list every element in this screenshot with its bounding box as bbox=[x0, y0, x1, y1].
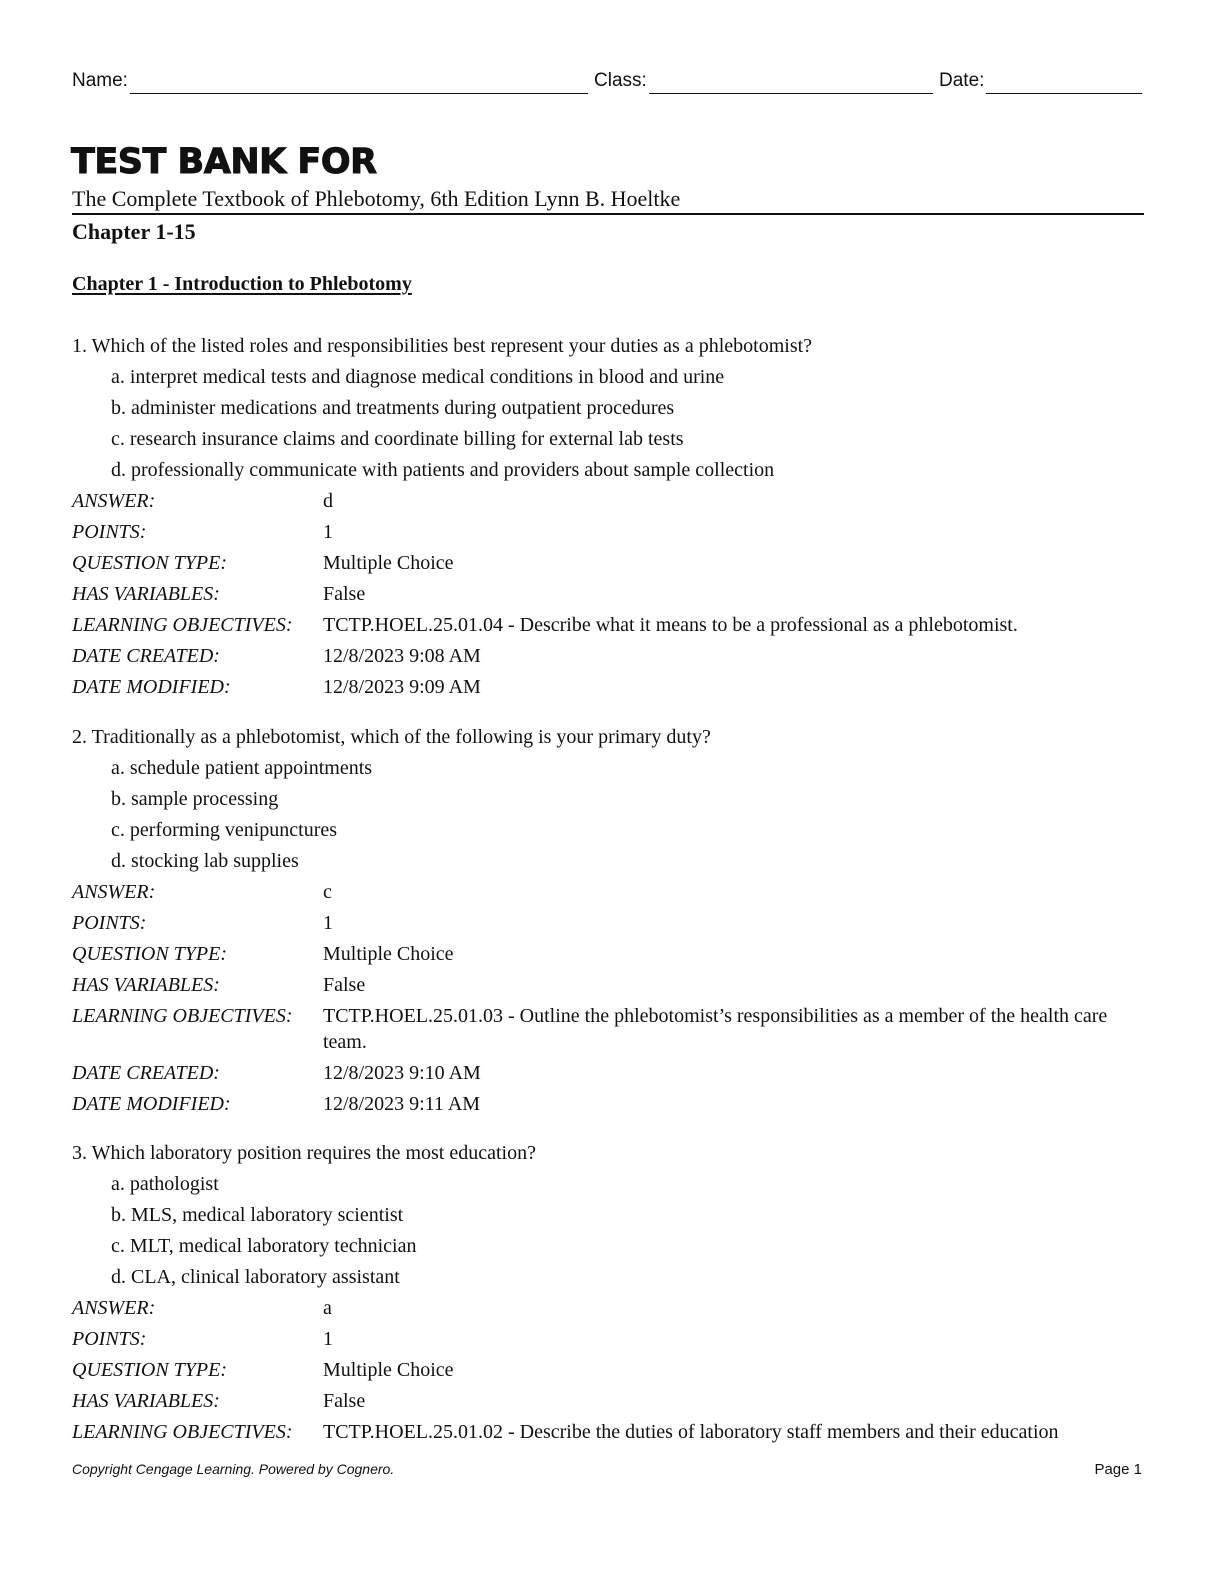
question-2 bbox=[72, 722, 1144, 1120]
date-modified-label: DATE MODIFIED: bbox=[72, 676, 231, 698]
answer-options bbox=[72, 1169, 1144, 1293]
title-divider bbox=[72, 213, 1144, 215]
date-label: Date: bbox=[939, 70, 985, 91]
question-type-value: Multiple Choice bbox=[323, 943, 454, 965]
date-blank[interactable] bbox=[986, 93, 1142, 94]
has-variables-row bbox=[72, 579, 1144, 610]
question-type-value: Multiple Choice bbox=[323, 1359, 454, 1381]
option-c: c. performing venipunctures bbox=[111, 819, 338, 841]
date-created-value: 12/8/2023 9:08 AM bbox=[323, 645, 481, 667]
student-info-line bbox=[72, 70, 1142, 96]
learning-objectives-label: LEARNING OBJECTIVES: bbox=[72, 614, 293, 636]
question-stem: 1. Which of the listed roles and responsibilities best represent your duties as a phlebotomist? bbox=[72, 335, 813, 357]
question-type-row bbox=[72, 548, 1144, 579]
points-value: 1 bbox=[323, 912, 333, 934]
chapter-heading: Chapter 1 - Introduction to Phlebotomy bbox=[72, 273, 412, 295]
learning-objectives-label: LEARNING OBJECTIVES: bbox=[72, 1005, 293, 1027]
answer-row bbox=[72, 486, 1144, 517]
date-created-row bbox=[72, 1058, 1144, 1089]
has-variables-label: HAS VARIABLES: bbox=[72, 1390, 220, 1412]
question-type-label: QUESTION TYPE: bbox=[72, 943, 228, 965]
points-value: 1 bbox=[323, 1328, 333, 1350]
date-created-row bbox=[72, 641, 1144, 672]
learning-objectives-value: TCTP.HOEL.25.01.03 - Outline the phlebotomist’s responsibilities as a member of the health care team. bbox=[323, 1005, 1108, 1053]
learning-objectives-value: TCTP.HOEL.25.01.04 - Describe what it means to be a professional as a phlebotomist. bbox=[323, 614, 1018, 636]
answer-label: ANSWER: bbox=[72, 490, 156, 512]
question-1 bbox=[72, 331, 1144, 703]
question-type-value: Multiple Choice bbox=[323, 552, 454, 574]
has-variables-row bbox=[72, 1386, 1144, 1417]
learning-objectives-label: LEARNING OBJECTIVES: bbox=[72, 1421, 293, 1443]
points-row bbox=[72, 1324, 1144, 1355]
name-blank[interactable] bbox=[130, 93, 588, 94]
points-value: 1 bbox=[323, 521, 333, 543]
option-d: d. professionally communicate with patients and providers about sample collection bbox=[111, 459, 775, 481]
page-number: Page 1 bbox=[1094, 1461, 1142, 1478]
answer-row bbox=[72, 1293, 1144, 1324]
date-modified-label: DATE MODIFIED: bbox=[72, 1093, 231, 1115]
date-created-value: 12/8/2023 9:10 AM bbox=[323, 1062, 481, 1084]
date-modified-value: 12/8/2023 9:09 AM bbox=[323, 676, 481, 698]
date-created-label: DATE CREATED: bbox=[72, 645, 220, 667]
has-variables-value: False bbox=[323, 1390, 366, 1412]
date-created-label: DATE CREATED: bbox=[72, 1062, 220, 1084]
option-d: d. stocking lab supplies bbox=[111, 850, 299, 872]
option-a: a. interpret medical tests and diagnose medical conditions in blood and urine bbox=[111, 366, 725, 388]
chapter-range: Chapter 1-15 bbox=[72, 219, 196, 244]
book-subtitle: The Complete Textbook of Phlebotomy, 6th Edition Lynn B. Hoeltke bbox=[72, 186, 681, 211]
question-type-label: QUESTION TYPE: bbox=[72, 552, 228, 574]
date-modified-row bbox=[72, 1089, 1144, 1120]
points-row bbox=[72, 517, 1144, 548]
question-type-label: QUESTION TYPE: bbox=[72, 1359, 228, 1381]
test-bank-title: TEST BANK FOR bbox=[71, 142, 377, 182]
points-label: POINTS: bbox=[72, 1328, 147, 1350]
points-label: POINTS: bbox=[72, 912, 147, 934]
answer-options bbox=[72, 753, 1144, 877]
answer-label: ANSWER: bbox=[72, 1297, 156, 1319]
option-b: b. sample processing bbox=[111, 788, 279, 810]
has-variables-value: False bbox=[323, 583, 366, 605]
answer-label: ANSWER: bbox=[72, 881, 156, 903]
has-variables-label: HAS VARIABLES: bbox=[72, 974, 220, 996]
question-type-row bbox=[72, 939, 1144, 970]
points-row bbox=[72, 908, 1144, 939]
question-stem: 2. Traditionally as a phlebotomist, which of the following is your primary duty? bbox=[72, 726, 711, 748]
date-modified-value: 12/8/2023 9:11 AM bbox=[323, 1093, 481, 1115]
answer-options bbox=[72, 362, 1144, 486]
has-variables-row bbox=[72, 970, 1144, 1001]
answer-value: a bbox=[323, 1297, 332, 1319]
question-stem: 3. Which laboratory position requires the most education? bbox=[72, 1142, 536, 1164]
option-a: a. schedule patient appointments bbox=[111, 757, 373, 779]
option-b: b. MLS, medical laboratory scientist bbox=[111, 1204, 404, 1226]
answer-value: c bbox=[323, 881, 332, 903]
learning-objectives-row bbox=[72, 1001, 1144, 1058]
class-label: Class: bbox=[594, 70, 647, 91]
learning-objectives-row bbox=[72, 610, 1144, 641]
class-blank[interactable] bbox=[649, 93, 933, 94]
option-c: c. MLT, medical laboratory technician bbox=[111, 1235, 417, 1257]
learning-objectives-value: TCTP.HOEL.25.01.02 - Describe the duties of laboratory staff members and their education bbox=[323, 1421, 1059, 1443]
option-d: d. CLA, clinical laboratory assistant bbox=[111, 1266, 400, 1288]
copyright-footer: Copyright Cengage Learning. Powered by Cognero. bbox=[72, 1461, 395, 1477]
question-3 bbox=[72, 1138, 1144, 1448]
question-type-row bbox=[72, 1355, 1144, 1386]
option-c: c. research insurance claims and coordinate billing for external lab tests bbox=[111, 428, 684, 450]
date-modified-row bbox=[72, 672, 1144, 703]
option-a: a. pathologist bbox=[111, 1173, 219, 1195]
points-label: POINTS: bbox=[72, 521, 147, 543]
answer-row bbox=[72, 877, 1144, 908]
option-b: b. administer medications and treatments during outpatient procedures bbox=[111, 397, 675, 419]
learning-objectives-row bbox=[72, 1417, 1144, 1448]
answer-value: d bbox=[323, 490, 333, 512]
has-variables-value: False bbox=[323, 974, 366, 996]
has-variables-label: HAS VARIABLES: bbox=[72, 583, 220, 605]
name-label: Name: bbox=[72, 70, 128, 91]
